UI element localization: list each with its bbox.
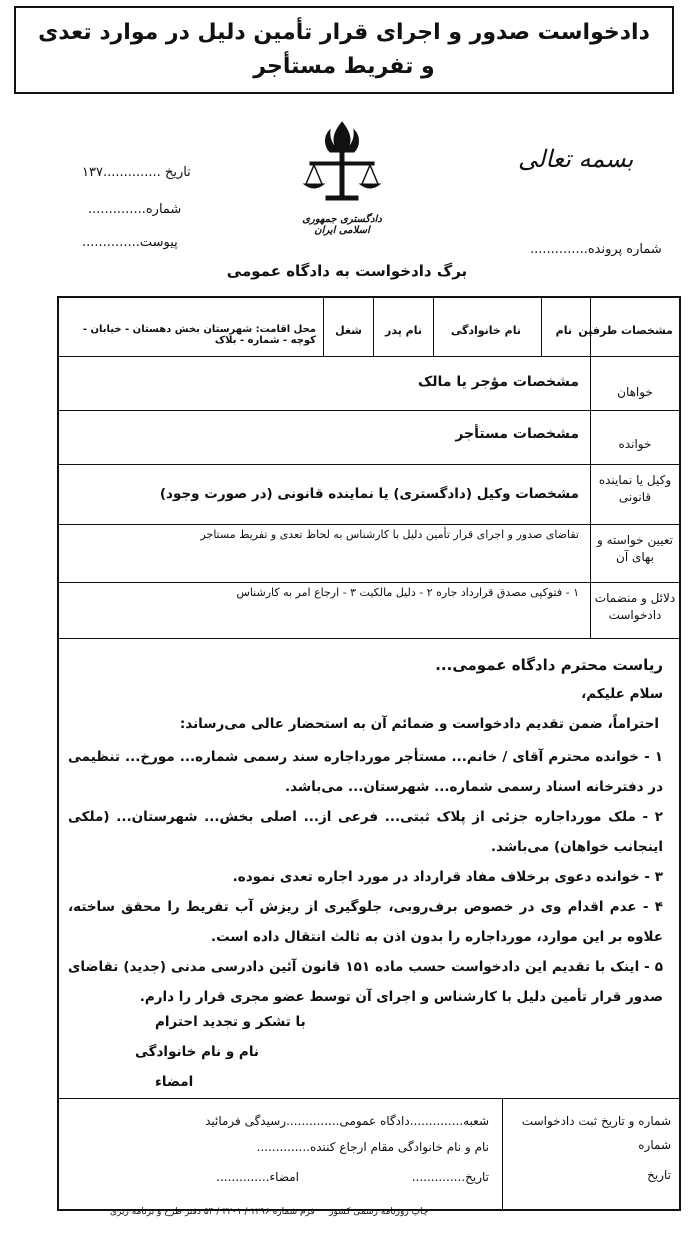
reg-date[interactable]: تاریخ <box>647 1168 671 1182</box>
reg-title: شماره و تاریخ ثبت دادخواست <box>521 1114 671 1128</box>
attachment-field[interactable]: پیوست.............. <box>82 235 178 250</box>
branch-line[interactable]: شعبه..............دادگاه عمومی..............رسیدگی فرمائید <box>205 1114 489 1128</box>
col-occupation: شغل <box>335 324 362 337</box>
form-title <box>14 6 674 94</box>
col-last-name: نام خانوادگی <box>450 324 521 337</box>
letter-item-1: ۱ - خوانده محترم آقای / خانم... مستأجر مورداجاره سند رسمی شماره... مورخ... تنظیمی در دفترخانه اسناد رسمی شماره... شهرستان... می‌باشد. <box>68 749 663 795</box>
letter-intro: احتراماً، ضمن تقدیم دادخواست و ضمائم آن به استحضار عالی می‌رساند: <box>179 716 659 732</box>
number-field[interactable]: شماره.............. <box>88 202 182 217</box>
evidence-content[interactable]: ۱ - فتوکپی مصدق قرارداد جاره ۲ - دلیل مالکیت ۳ - ارجاع امر به کارشناس <box>236 586 579 599</box>
label-claim: تعیین خواسته و بهای آن <box>597 533 673 564</box>
letter-heading: ریاست محترم دادگاه عمومی... <box>435 656 663 674</box>
col-first-name: نام <box>555 324 572 337</box>
label-evidence: دلائل و منضمات دادخواست <box>594 591 676 622</box>
title-line-1: دادخواست صدور و اجرای قرار تأمین دلیل در موارد تعدی <box>38 20 650 45</box>
petition-form <box>57 296 681 1211</box>
closing: با تشکر و تجدید احترام <box>155 1014 306 1030</box>
attorney-content[interactable]: مشخصات وکیل (دادگستری) یا نماینده قانونی (در صورت وجود) <box>159 486 579 502</box>
letter-item-3: ۳ - خوانده دعوی برخلاف مفاد قرارداد در مورد اجاره تعدی نموده. <box>232 869 663 885</box>
footer-sign[interactable]: امضاء.............. <box>216 1170 299 1184</box>
label-defendant: خوانده <box>618 437 652 451</box>
form-number: فرم شماره ۱۲۹۶ / ۳۲۰۱ / ۵۴ دفتر طرح و برنامه ریزی <box>110 1207 315 1217</box>
signer-name[interactable]: نام و نام خانوادگی <box>135 1044 259 1060</box>
referrer-line[interactable]: نام و نام خانوادگی مقام ارجاع کننده.............. <box>256 1140 489 1154</box>
col-residence: محل اقامت: شهرستان بخش دهستان - خیابان - کوچه - شماره - بلاک <box>82 324 316 346</box>
printer-name: چاپ روزنامه رسمی کشور <box>329 1207 429 1217</box>
col-father-name: نام پدر <box>385 324 422 337</box>
title-line-2: و تفریط مستأجر <box>253 54 435 79</box>
defendant-content[interactable]: مشخصات مستأجر <box>455 426 579 442</box>
col-parties: مشخصات طرفین <box>578 324 673 337</box>
letter-item-5: ۵ - اینک با تقدیم این دادخواست حسب ماده ۱۵۱ قانون آئین دادرسی مدنی (جدید) تقاضای صدور قرار تأمین دلیل با کارشناس و اجرای آن توسط عضو مجری قرار را دارم. <box>68 959 664 1005</box>
claim-content[interactable]: تقاضای صدور و اجرای قرار تأمین دلیل با کارشناس به لحاظ تعدی و تفریط مستاجر <box>200 528 579 541</box>
date-field[interactable]: تاریخ ..............۱۳۷ <box>82 165 191 180</box>
footer-date[interactable]: تاریخ.............. <box>411 1170 489 1184</box>
bismillah: بسمه تعالی <box>518 145 634 173</box>
signature[interactable]: امضاء <box>155 1074 194 1090</box>
court-form-title: برگ دادخواست به دادگاه عمومی <box>226 262 468 280</box>
file-number-field[interactable]: شماره پرونده.............. <box>530 242 662 257</box>
reg-number[interactable]: شماره <box>638 1138 671 1152</box>
letter-item-4: ۴ - عدم اقدام وی در خصوص برف‌روبی، جلوگیری از ریزش آب تفریط را محقق ساخته، علاوه بر این موارد، مورداجاره را بدون اذن به ثالث انتقال داده است. <box>68 899 663 945</box>
form-code <box>110 1207 428 1217</box>
letter-item-2: ۲ - ملک مورداجاره جزئی از پلاک ثبتی... فرعی از... اصلی بخش... شهرستان... (ملکی اینجانب خواهان) می‌باشد. <box>68 809 663 855</box>
emblem-caption: دادگستری جمهوری اسلامی ایران <box>302 214 382 236</box>
plaintiff-content[interactable]: مشخصات مؤجر یا مالک <box>417 374 579 390</box>
iran-emblem <box>296 118 388 236</box>
letter-greeting: سلام علیکم، <box>581 686 663 702</box>
label-plaintiff: خواهان <box>617 385 653 399</box>
label-attorney: وکیل یا نماینده قانونی <box>598 473 672 504</box>
